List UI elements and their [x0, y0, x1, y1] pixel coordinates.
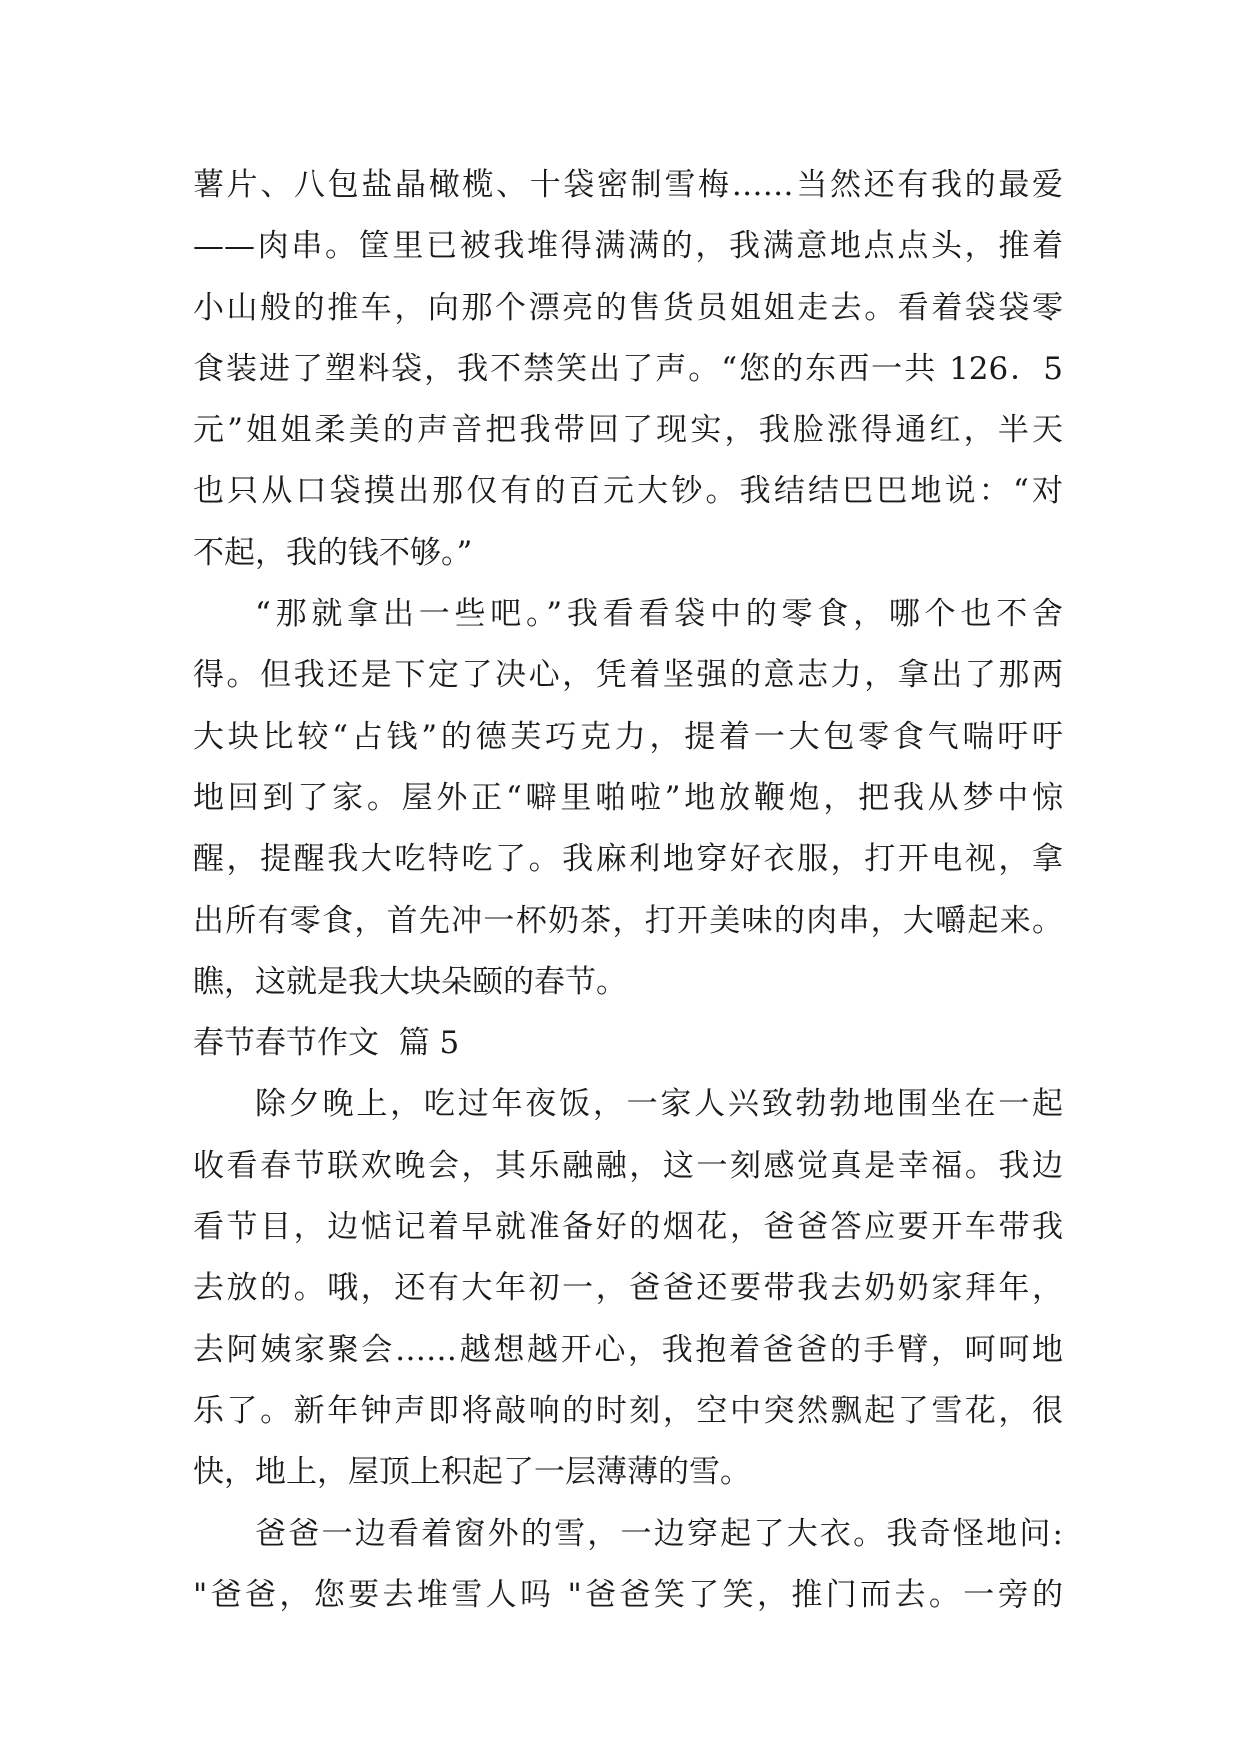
text-line: 小山般的推车，向那个漂亮的售货员姐姐走去。看着袋袋零 [193, 289, 1063, 326]
section-heading: 春节春节作文 篇 5 [193, 1025, 460, 1062]
text-line: 出所有零食，首先冲一杯奶茶，打开美味的肉串，大嚼起来。 [193, 902, 1063, 939]
text-line: 大块比较“占钱”的德芙巧克力，提着一大包零食气喘吁吁 [193, 718, 1063, 755]
paragraph-first-line: 除夕晚上，吃过年夜饭，一家人兴致勃勃地围坐在一起 [255, 1086, 1063, 1123]
text-line: 去放的。哦，还有大年初一，爸爸还要带我去奶奶家拜年， [193, 1270, 1063, 1307]
text-line: 元”姐姐柔美的声音把我带回了现实，我脸涨得通红，半天 [193, 412, 1063, 449]
text-line: 不起，我的钱不够。” [193, 534, 473, 571]
text-line: 去阿姨家聚会……越想越开心，我抱着爸爸的手臂，呵呵地 [193, 1331, 1063, 1368]
text-line: 也只从口袋摸出那仅有的百元大钞。我结结巴巴地说：“对 [193, 473, 1063, 510]
text-line: 看节目，边惦记着早就准备好的烟花，爸爸答应要开车带我 [193, 1209, 1063, 1246]
text-line: 快，地上，屋顶上积起了一层薄薄的雪。 [193, 1454, 751, 1491]
text-line: 醒，提醒我大吃特吃了。我麻利地穿好衣服，打开电视，拿 [193, 841, 1063, 878]
paragraph-first-line: “那就拿出一些吧。”我看看袋中的零食，哪个也不舍 [255, 596, 1063, 633]
text-line: 瞧，这就是我大块朵颐的春节。 [193, 963, 627, 1000]
text-line: 乐了。新年钟声即将敲响的时刻，空中突然飘起了雪花，很 [193, 1392, 1063, 1429]
text-line: 食装进了塑料袋，我不禁笑出了声。“您的东西一共 126．5 [193, 350, 1063, 387]
text-line: 地回到了家。屋外正“噼里啪啦”地放鞭炮，把我从梦中惊 [193, 779, 1063, 816]
text-line: 薯片、八包盐晶橄榄、十袋密制雪梅……当然还有我的最爱 [193, 167, 1063, 203]
paragraph-first-line: 爸爸一边看着窗外的雪，一边穿起了大衣。我奇怪地问: [255, 1515, 1063, 1552]
text-line: 收看春节联欢晚会，其乐融融，这一刻感觉真是幸福。我边 [193, 1147, 1063, 1184]
document-body [193, 155, 1063, 1626]
text-line: "爸爸，您要去堆雪人吗 "爸爸笑了笑，推门而去。一旁的 [193, 1576, 1063, 1613]
text-line: 得。但我还是下定了决心，凭着坚强的意志力，拿出了那两 [193, 657, 1063, 694]
text-line: ——肉串。筐里已被我堆得满满的，我满意地点点头，推着 [193, 228, 1063, 265]
